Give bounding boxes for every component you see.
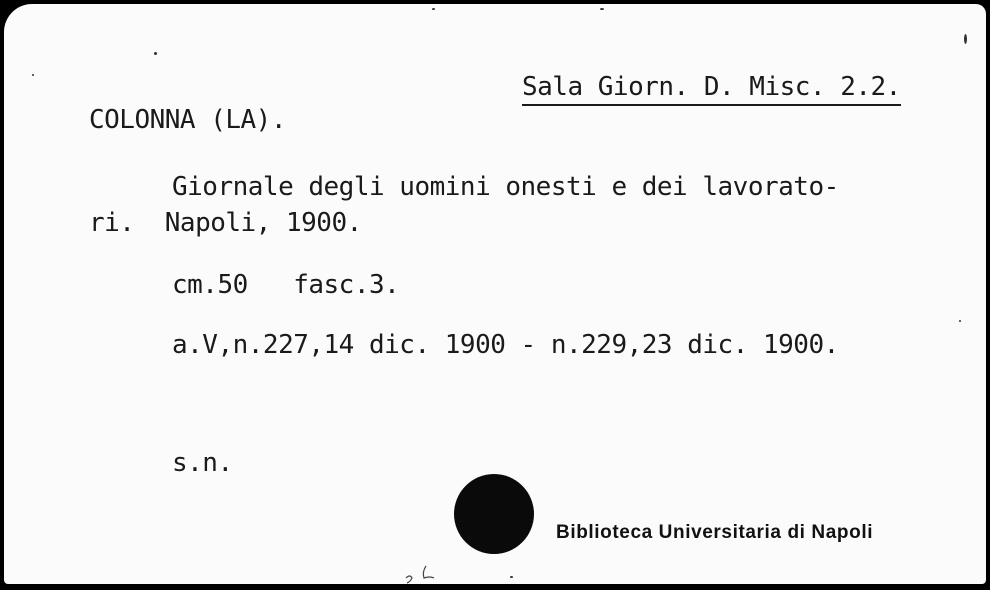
pencil-scribble [402, 560, 452, 584]
publisher-note: s.n. [172, 448, 233, 478]
speck [432, 8, 435, 10]
speck [510, 576, 513, 578]
library-stamp-text: Biblioteca Universitaria di Napoli [556, 522, 874, 543]
entry-heading: COLONNA (LA). [89, 105, 286, 135]
title-line-1: Giornale degli uomini onesti e dei lavorato- [172, 172, 839, 202]
speck [959, 320, 961, 322]
holdings-issues: a.V,n.227,14 dic. 1900 - n.229,23 dic. 1900. [172, 330, 839, 360]
title-line-2: ri. Napoli, 1900. [89, 208, 362, 238]
shelfmark: Sala Giorn. D. Misc. 2.2. [522, 74, 901, 106]
speck [32, 74, 34, 76]
collation: cm.50 fasc.3. [172, 270, 400, 300]
catalog-card [4, 4, 986, 584]
speck [600, 8, 604, 10]
library-stamp-dot [454, 474, 534, 554]
speck [154, 52, 157, 55]
speck [964, 34, 967, 44]
